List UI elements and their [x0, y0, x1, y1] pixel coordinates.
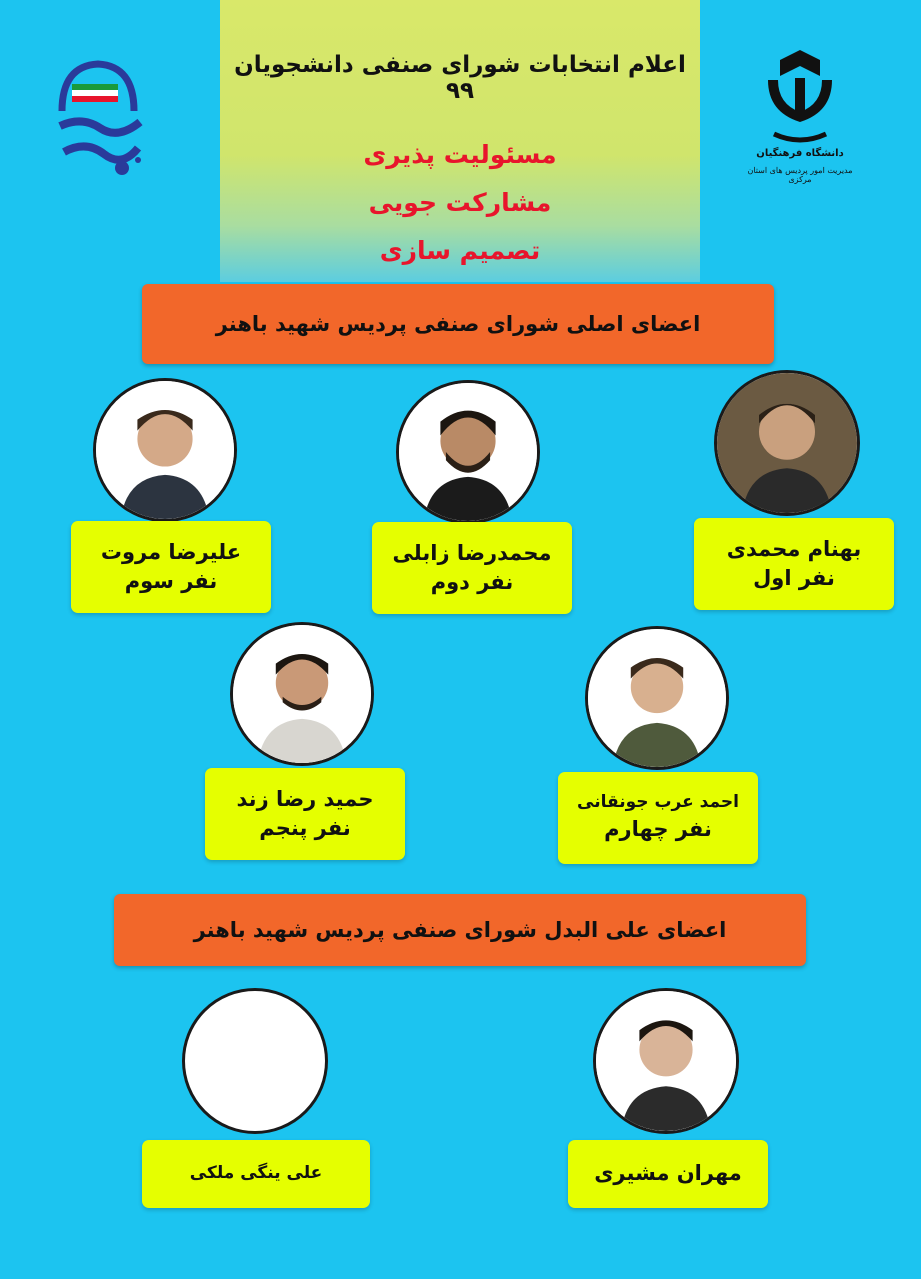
- member-card-3: [71, 521, 271, 613]
- member-rank: نفر چهارم: [604, 817, 712, 842]
- main-members-banner: اعضای اصلی شورای صنفی پردیس شهید باهنر: [142, 284, 774, 364]
- member-card-4: [558, 772, 758, 864]
- member-name: مهران مشیری: [594, 1161, 742, 1186]
- member-name: علی ینگی ملکی: [189, 1163, 323, 1184]
- alternate-members-banner: اعضای علی البدل شورای صنفی پردیس شهید باهنر: [114, 894, 806, 966]
- member-card-5: [205, 768, 405, 860]
- avatar-member-3: [93, 378, 237, 522]
- avatar-member-5: [230, 622, 374, 766]
- member-name: احمد عرب جونقانی: [577, 792, 739, 813]
- right-logo-line2: مدیریت امور پردیس های استان مرکزی: [747, 166, 853, 184]
- page-title: اعلام انتخابات شورای صنفی دانشجویان ۹۹: [234, 52, 686, 104]
- alternate-card-1: [568, 1140, 768, 1208]
- senfi-logo-icon: [52, 56, 144, 186]
- member-rank: نفر سوم: [124, 569, 218, 593]
- member-name: حمید رضا زند: [236, 786, 374, 811]
- member-rank: نفر اول: [753, 566, 835, 590]
- avatar-member-1: [714, 370, 860, 516]
- farhangian-university-logo-icon: [740, 50, 860, 190]
- avatar-alternate-1: [593, 988, 739, 1134]
- slogan-decision-making: تصمیم سازی: [379, 236, 541, 265]
- member-name: محمدرضا زابلی: [392, 540, 552, 565]
- avatar-alternate-2: [182, 988, 328, 1134]
- member-card-2: [372, 522, 572, 614]
- member-card-1: [694, 518, 894, 610]
- member-rank: نفر پنجم: [259, 816, 351, 840]
- member-name: بهنام محمدی: [726, 536, 862, 561]
- slogan-responsibility: مسئولیت پذیری: [363, 140, 557, 169]
- member-rank: نفر دوم: [430, 570, 514, 594]
- avatar-member-4: [585, 626, 729, 770]
- right-logo-line1: دانشگاه فرهنگیان: [756, 148, 844, 159]
- avatar-member-2: [396, 380, 540, 524]
- alternate-card-2: [142, 1140, 370, 1208]
- slogan-participation: مشارکت جویی: [368, 188, 552, 217]
- member-name: علیرضا مروت: [100, 539, 242, 564]
